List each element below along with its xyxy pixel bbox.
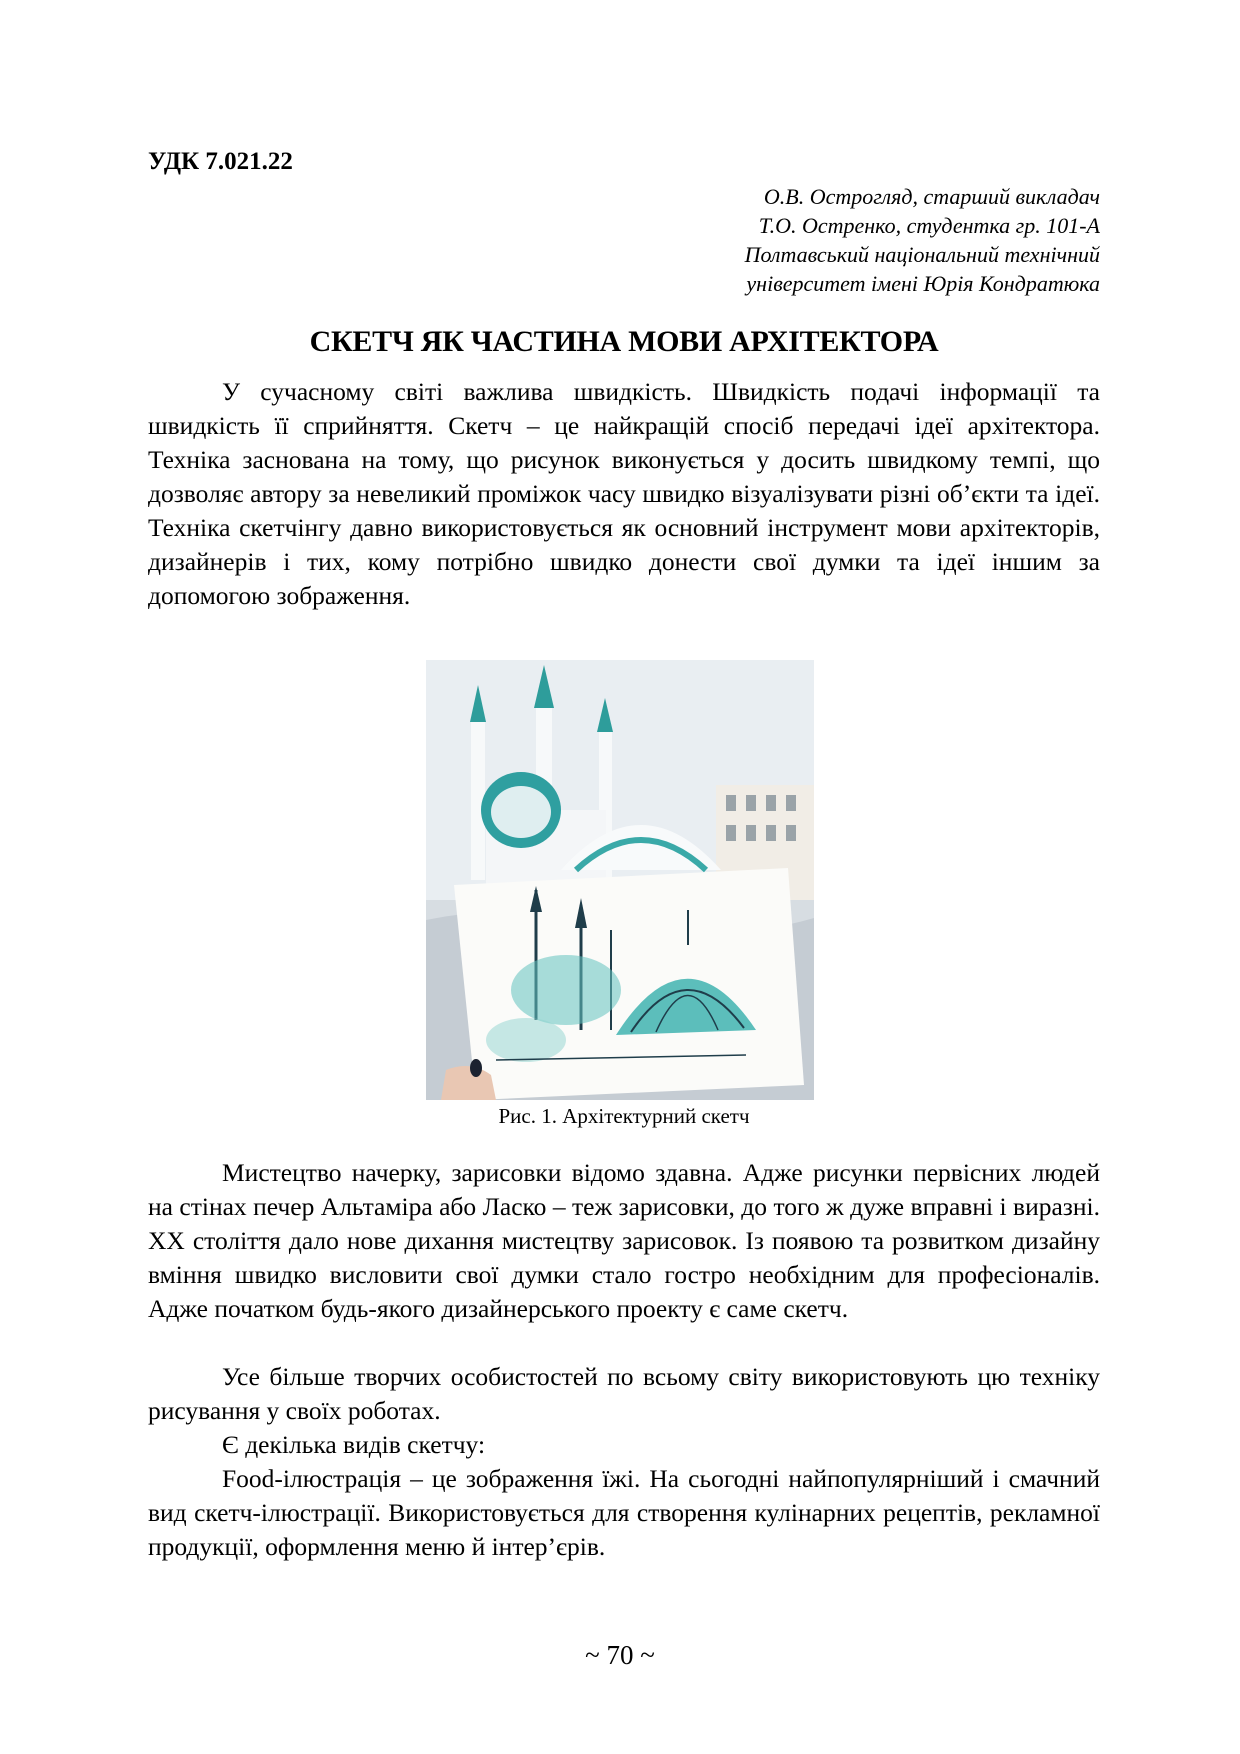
paragraph-intro-text: У сучасному світі важлива швидкість. Швидкість подачі інформації та швидкість її сприйняття. Скетч – це найкращій спосіб передачі ідеї архітектора. Техніка заснована на тому, що рисунок виконується у досить швидкому темпі, що дозволяє автору за невеликий проміжок часу швидко візуалізувати різні об’єкти та ідеї. Техніка скетчінгу давно використовується як основний інструмент мови архітекторів, дизайнерів і тих, кому потрібно швидко донести свої думки та ідеї іншим за допомогою зображення. xyxy=(148,377,1100,610)
paragraph-food-illustration xyxy=(148,1462,1100,1564)
paragraph-intro xyxy=(148,375,1100,613)
figure-caption: Рис. 1. Архітектурний скетч xyxy=(498,1104,750,1128)
author-line-3: Полтавський національний технічний xyxy=(744,242,1100,267)
paragraph-history-text: Мистецтво начерку, зарисовки відомо здавна. Адже рисунки первісних людей на стінах печер Альтаміра або Ласко – теж зарисовки, до того ж дуже вправні і виразні. XX століття дало нове дихання мистецтву зарисовок. Із появою та розвитком дизайну вміння швидко висловити свої думки стало гостро необхідним для професіоналів. Адже початком будь-якого дизайнерського проекту є саме скетч. xyxy=(148,1158,1100,1323)
article-title: СКЕТЧ ЯК ЧАСТИНА МОВИ АРХІТЕКТОРА xyxy=(309,325,939,358)
paragraph-types-intro xyxy=(148,1428,1100,1462)
paragraph-history xyxy=(148,1156,1100,1326)
paragraph-creatives xyxy=(148,1360,1100,1428)
paragraph-types-intro-text: Є декілька видів скетчу: xyxy=(222,1430,486,1459)
author-block xyxy=(745,182,1100,298)
figure-architectural-sketch xyxy=(426,660,814,1100)
udc-code: УДК 7.021.22 xyxy=(148,148,293,175)
author-line-4: університет імені Юрія Кондратюка xyxy=(746,271,1100,296)
author-line-2: Т.О. Остренко, студентка гр. 101-А xyxy=(758,213,1100,238)
page-number: ~ 70 ~ xyxy=(585,1640,655,1670)
paragraph-creatives-text: Усе більше творчих особистостей по всьому світу використовують цю техніку рисування у своїх роботах. xyxy=(148,1362,1100,1425)
paragraph-food-illustration-text: Food-ілюстрація – це зображення їжі. На сьогодні найпопулярніший і смачний вид скетч-ілюстрації. Використовується для створення кулінарних рецептів, рекламної продукції, оформлення меню й інтер’єрів. xyxy=(148,1464,1100,1561)
author-line-1: О.В. Острогляд, старший викладач xyxy=(763,184,1100,209)
sketch-photo xyxy=(426,660,814,1100)
